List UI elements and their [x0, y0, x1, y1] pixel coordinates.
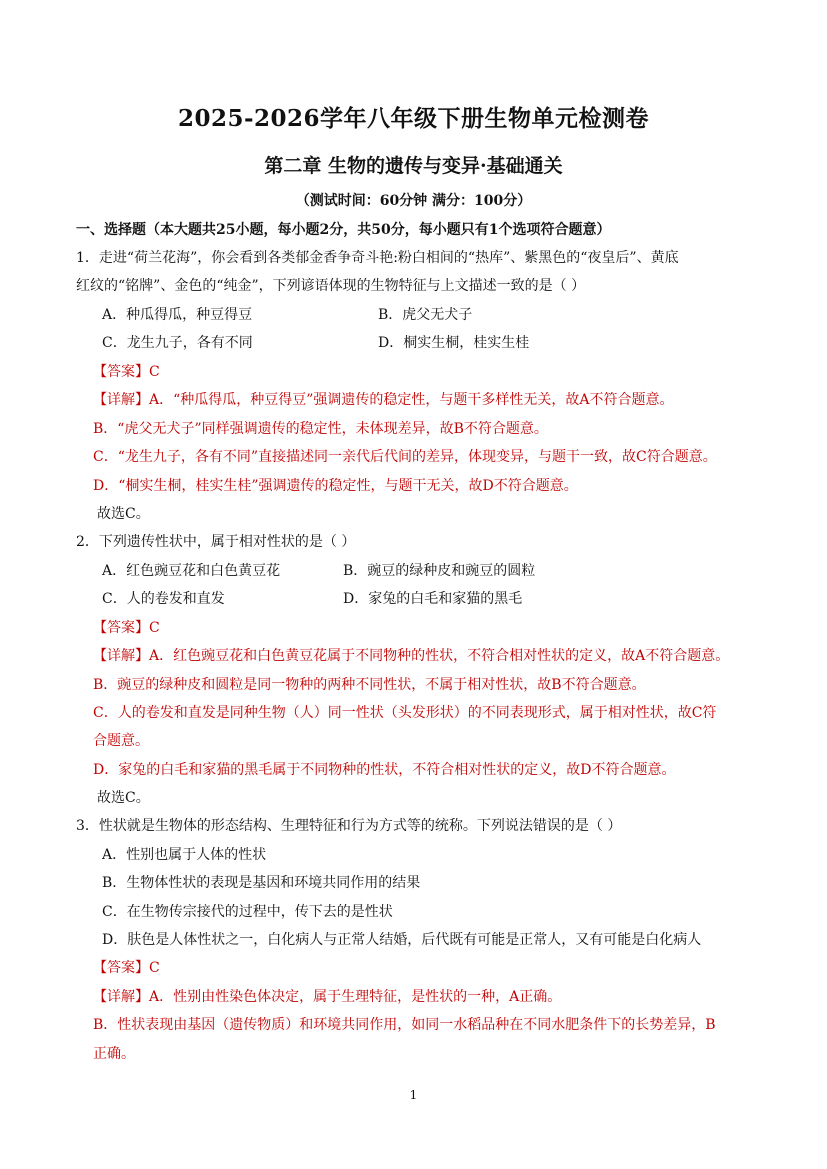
q1-stem-line2: 红纹的“铭牌”、金色的“纯金”，下列谚语体现的生物特征与上文描述一致的是（ ） — [76, 278, 586, 294]
q1-stem-line1: 1．走进“荷兰花海”，你会看到各类郁金香争奇斗艳:粉白相间的“热库”、紫黑色的“夜皇后”、黄底 — [76, 250, 679, 266]
q3-explanation-b2: 正确。 — [93, 1046, 135, 1062]
q1-option-d: D．桐实生桐，桂实生桂 — [378, 335, 530, 351]
q2-explanation-d: D．家兔的白毛和家猫的黑毛属于不同物种的性状，不符合相对性状的定义，故D不符合题意。 — [93, 762, 676, 778]
q2-option-c: C．人的卷发和直发 — [102, 591, 225, 607]
q2-option-b: B．豌豆的绿种皮和豌豆的圆粒 — [343, 563, 536, 579]
chapter-subtitle: 第二章 生物的遗传与变异·基础通关 — [264, 155, 563, 177]
q1-option-c: C．龙生九子，各有不同 — [102, 335, 253, 351]
q2-conclusion: 故选C。 — [97, 790, 150, 806]
q3-option-d: D．肤色是人体性状之一，白化病人与正常人结婚，后代既有可能是正常人，又有可能是白化病人 — [102, 932, 702, 948]
q3-answer: 【答案】C — [93, 960, 160, 976]
q2-explanation-a: 【详解】A．红色豌豆花和白色黄豆花属于不同物种的性状，不符合相对性状的定义，故A不符合题意。 — [93, 648, 730, 664]
section-heading: 一、选择题（本大题共25小题，每小题2分，共50分，每小题只有1个选项符合题意） — [76, 222, 611, 238]
q3-explanation-a: 【详解】A．性别由性染色体决定，属于生理特征，是性状的一种，A正确。 — [93, 989, 562, 1005]
q2-explanation-c1: C．人的卷发和直发是同种生物（人）同一性状（头发形状）的不同表现形式，属于相对性状，故C符 — [93, 705, 717, 721]
page-title: 2025-2026学年八年级下册生物单元检测卷 — [177, 105, 650, 132]
q1-explanation-b: B．“虎父无犬子”同样强调遗传的稳定性，未体现差异，故B不符合题意。 — [93, 421, 548, 437]
q1-option-a: A．种瓜得瓜，种豆得豆 — [102, 307, 253, 323]
q2-explanation-b: B．豌豆的绿种皮和圆粒是同一物种的两种不同性状，不属于相对性状，故B不符合题意。 — [93, 677, 646, 693]
q2-answer: 【答案】C — [93, 620, 160, 636]
q3-option-c: C．在生物传宗接代的过程中，传下去的是性状 — [102, 904, 393, 920]
q3-option-b: B．生物体性状的表现是基因和环境共同作用的结果 — [102, 875, 421, 891]
q2-explanation-c2: 合题意。 — [93, 733, 149, 749]
test-meta: （测试时间：60分钟 满分：100分） — [295, 193, 532, 209]
q2-option-d: D．家兔的白毛和家猫的黑毛 — [343, 591, 523, 607]
q2-stem: 2．下列遗传性状中，属于相对性状的是（ ） — [76, 534, 356, 550]
page-number: 1 — [409, 1088, 418, 1102]
q1-explanation-a: 【详解】A．“种瓜得瓜，种豆得豆”强调遗传的稳定性，与题干多样性无关，故A不符合题意。 — [93, 392, 674, 408]
q1-conclusion: 故选C。 — [97, 506, 150, 522]
q3-option-a: A．性别也属于人体的性状 — [102, 847, 267, 863]
q3-explanation-b1: B．性状表现由基因（遗传物质）和环境共同作用，如同一水稻品种在不同水肥条件下的长势差异，B — [93, 1017, 716, 1033]
q1-explanation-d: D．“桐实生桐，桂实生桂”强调遗传的稳定性，与题干无关，故D不符合题意。 — [93, 478, 578, 494]
q1-option-b: B．虎父无犬子 — [378, 307, 473, 323]
q1-explanation-c: C．“龙生九子，各有不同”直接描述同一亲代后代间的差异，体现变异，与题干一致，故C符合题意。 — [93, 449, 717, 465]
q3-stem: 3．性状就是生物体的形态结构、生理特征和行为方式等的统称。下列说法错误的是（ ） — [76, 818, 622, 834]
q2-option-a: A．红色豌豆花和白色黄豆花 — [102, 563, 281, 579]
q1-answer: 【答案】C — [93, 364, 160, 380]
